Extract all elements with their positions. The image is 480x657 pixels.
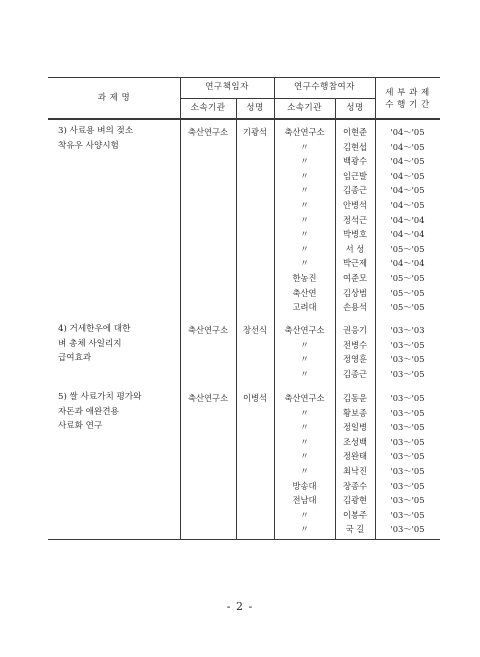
row-period: '04～'05 [390, 200, 425, 210]
table-top-rule [48, 77, 440, 78]
row-org: 〃 [300, 509, 309, 520]
row-period: '05～'05 [390, 302, 425, 313]
row-org: 한농진 [292, 273, 317, 283]
header-lead-name: 성명 [246, 103, 264, 113]
header-part-org: 소속기관 [287, 103, 322, 113]
row-name: 권응기 [342, 325, 368, 335]
row-period: '03～'05 [390, 354, 425, 365]
header-bottom-rule [48, 118, 440, 120]
row-name: 백광수 [342, 156, 368, 167]
section-lead-org: 축산연구소 [187, 325, 229, 335]
row-org: 축산연구소 [284, 393, 325, 403]
row-name: 이봉주 [342, 509, 368, 520]
row-name: 김광현 [342, 495, 368, 506]
row-name: 이현준 [342, 127, 368, 137]
row-org: 고려대 [292, 302, 317, 313]
section-title-line: 착유우 사양시험 [58, 140, 119, 151]
row-org: 〃 [300, 436, 309, 447]
section-title-line: 4) 거세한우에 대한 [58, 324, 131, 334]
section-lead-org: 축산연구소 [187, 127, 229, 137]
row-org: 〃 [300, 214, 309, 225]
row-name: 손용석 [342, 302, 368, 313]
row-period: '04～'05 [390, 185, 425, 196]
row-name: 안병석 [342, 200, 368, 210]
col-divider-title [180, 77, 181, 539]
row-name: 김상범 [342, 287, 368, 298]
row-period: '04～'04 [390, 214, 425, 225]
row-org: 〃 [300, 229, 309, 240]
row-period: '03～'05 [390, 393, 425, 403]
row-org: 〃 [300, 466, 309, 476]
row-period: '03～'05 [390, 466, 425, 476]
section-title-line: 5) 쌀 사료가치 평가와 [58, 392, 142, 402]
row-name: 조성백 [342, 436, 368, 447]
row-name: 김동운 [342, 393, 368, 403]
row-name: 김현섭 [342, 141, 368, 152]
row-org: 전남대 [292, 495, 317, 506]
row-org: 〃 [300, 185, 309, 196]
row-org: 방송대 [292, 480, 317, 491]
section-title-line: 사료화 연구 [58, 421, 103, 432]
row-period: '03～'05 [390, 436, 425, 447]
row-period: '03～'05 [390, 495, 425, 506]
row-period: '03～'05 [390, 368, 425, 379]
row-org: 축산연구소 [284, 127, 325, 137]
row-period: '05～'05 [390, 273, 425, 283]
row-period: '03～'05 [390, 339, 425, 350]
row-name: 최낙진 [342, 466, 368, 476]
page-number: - 2 - [226, 600, 254, 613]
row-period: '03～'03 [390, 325, 425, 335]
row-name: 정완태 [342, 451, 368, 462]
row-org: 축산연구소 [284, 325, 325, 335]
row-name: 정석근 [342, 214, 368, 225]
header-title-col: 과 제 명 [97, 93, 131, 103]
section-title-line: 벼 총체 사일리지 [58, 338, 122, 349]
row-org: 〃 [300, 422, 309, 433]
row-org: 축산연 [292, 287, 317, 298]
header-lead-org: 소속기관 [190, 103, 226, 113]
header-part-name: 성명 [346, 103, 364, 113]
row-period: '04～'04 [390, 258, 425, 269]
row-name: 박근제 [342, 258, 368, 269]
row-period: '04～'05 [390, 127, 425, 137]
header-part-group: 연구수행참여자 [294, 82, 355, 92]
row-period: '05～'05 [390, 243, 425, 254]
header-period-line1: 세 부 과 제 [385, 88, 430, 98]
row-name: 정영훈 [342, 354, 368, 365]
row-org: 〃 [300, 258, 309, 269]
row-period: '03～'05 [390, 524, 425, 535]
row-name: 임근발 [342, 170, 368, 181]
row-period: '04～'05 [390, 141, 425, 152]
row-name: 정일병 [342, 422, 368, 433]
row-period: '04～'05 [390, 156, 425, 167]
row-period: '03～'05 [390, 422, 425, 433]
section-lead-name: 이병석 [242, 393, 268, 403]
row-period: '05～'05 [390, 287, 425, 298]
col-divider-lead-inner [236, 98, 237, 539]
row-period: '03～'05 [390, 509, 425, 520]
row-name: 장종수 [342, 480, 368, 491]
row-org: 〃 [300, 524, 309, 535]
row-name: 김종근 [342, 185, 368, 196]
row-org: 〃 [300, 354, 309, 365]
row-period: '04～'05 [390, 170, 425, 181]
header-lead-group: 연구책임자 [205, 82, 249, 92]
header-sub-rule [180, 98, 375, 99]
row-org: 〃 [300, 200, 309, 210]
row-org: 〃 [300, 243, 309, 254]
row-period: '03～'05 [390, 451, 425, 462]
row-org: 〃 [300, 368, 309, 379]
row-org: 〃 [300, 156, 309, 167]
section-lead-name: 장선식 [242, 325, 268, 335]
section-title-line: 자돈과 애완견용 [58, 406, 119, 417]
row-org: 〃 [300, 141, 309, 152]
row-org: 〃 [300, 170, 309, 181]
row-name: 김종근 [342, 368, 368, 379]
row-period: '04～'04 [390, 229, 425, 240]
section-title-line: 급여효과 [58, 353, 92, 364]
row-org: 〃 [300, 407, 309, 418]
section-title-line: 3) 사료용 벼의 젖소 [58, 126, 134, 136]
row-period: '03～'05 [390, 480, 425, 491]
table-bottom-rule [48, 539, 440, 540]
row-name: 여준모 [342, 273, 368, 283]
section-lead-name: 기광석 [242, 127, 268, 137]
section-lead-org: 축산연구소 [187, 393, 229, 403]
row-name: 국 길 [345, 524, 365, 535]
row-name: 전병수 [342, 339, 368, 350]
row-org: 〃 [300, 339, 309, 350]
header-period-line2: 수 행 기 간 [385, 100, 430, 110]
row-name: 황보종 [342, 407, 368, 418]
row-org: 〃 [300, 451, 309, 462]
row-name: 박병호 [342, 229, 368, 240]
row-name: 서 성 [345, 243, 365, 254]
row-period: '03～'05 [390, 407, 425, 418]
